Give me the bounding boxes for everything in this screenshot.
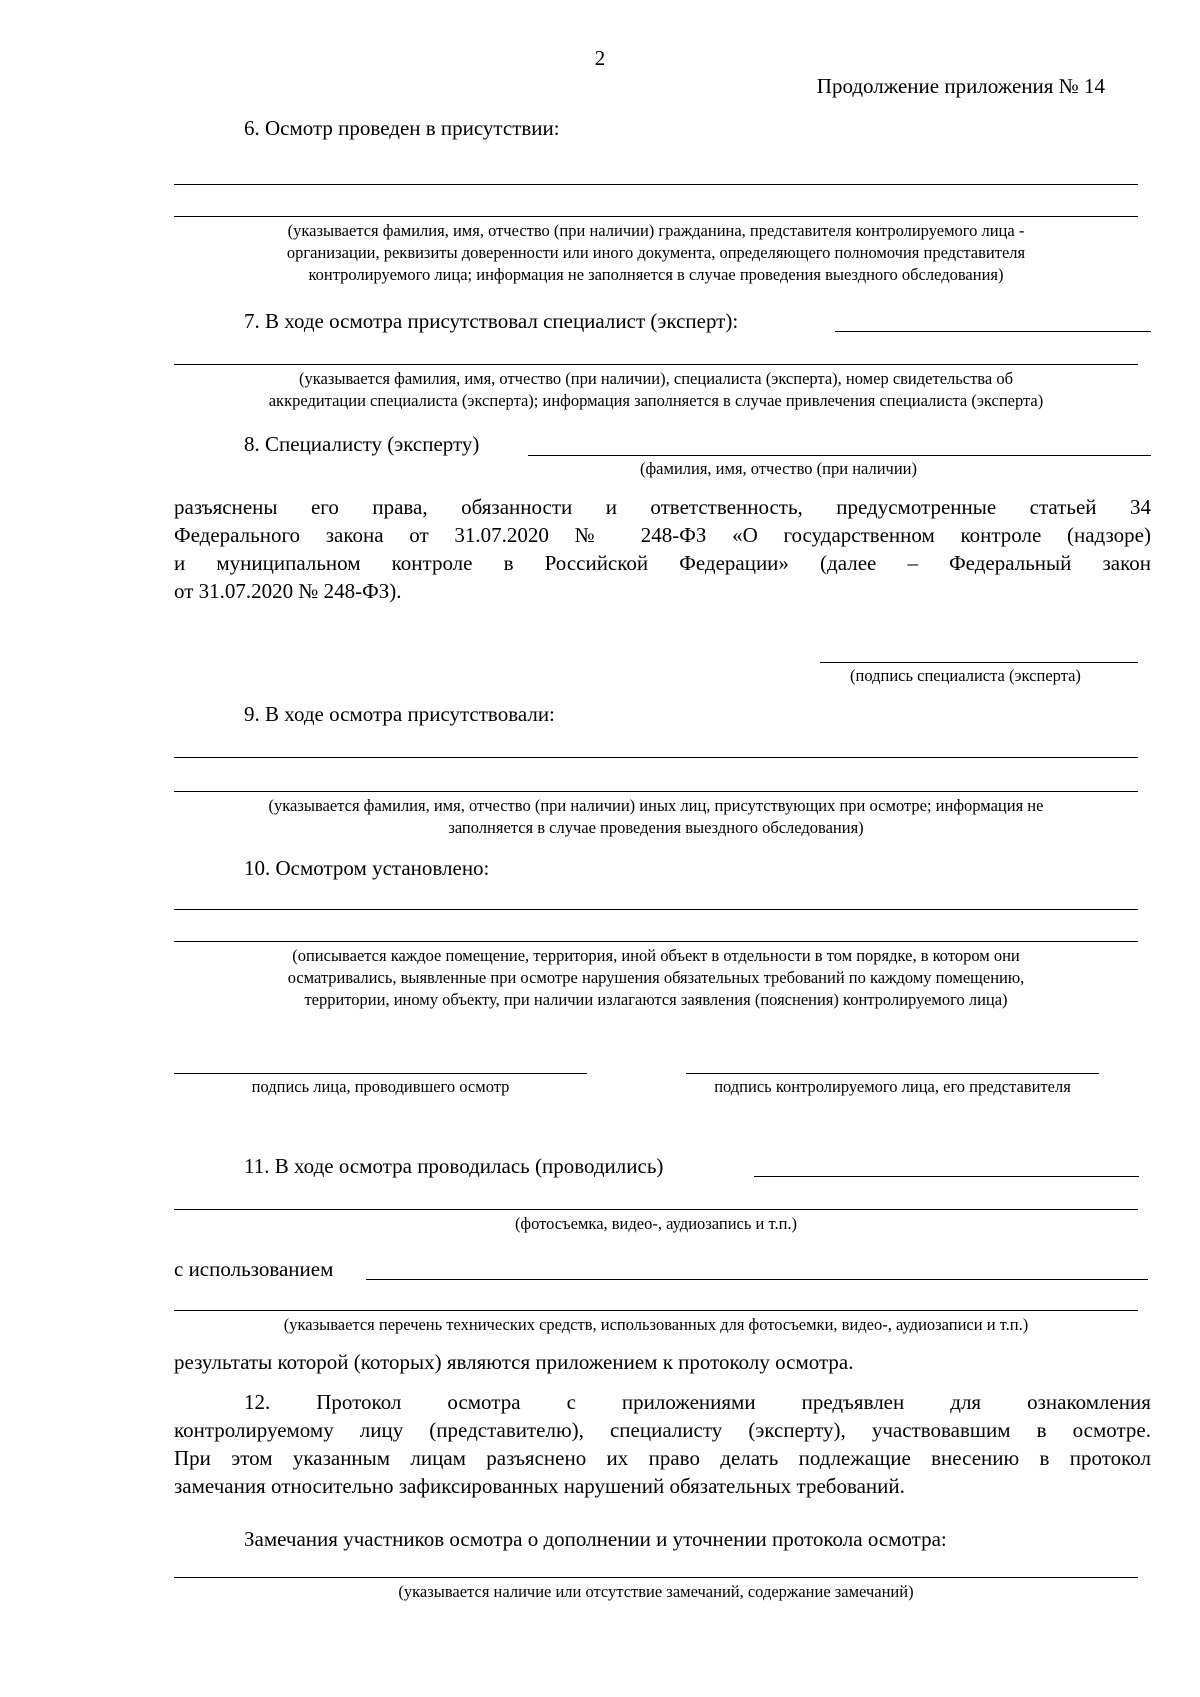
section-8-signature-hint: (подпись специалиста (эксперта) bbox=[850, 666, 1081, 685]
fill-line[interactable] bbox=[174, 757, 1138, 758]
section-7-label: 7. В ходе осмотра присутствовал специалист (эксперт): bbox=[244, 309, 739, 333]
signature-line[interactable] bbox=[820, 662, 1138, 663]
remarks-hint: (указывается наличие или отсутствие замечаний, содержание замечаний) bbox=[398, 1582, 914, 1601]
section-11-hint-2: (указывается перечень технических средств, использованных для фотосъемки, видео-, аудиозаписи и т.п.) bbox=[283, 1315, 1029, 1334]
section-9-label: 9. В ходе осмотра присутствовали: bbox=[244, 702, 555, 726]
appendix-header: Продолжение приложения № 14 bbox=[816, 74, 1105, 98]
section-6-hint: (указывается фамилия, имя, отчество (при наличии) гражданина, представителя контролируемого лица - организации, реквизиты доверенности или иного документа, определяющего полномочия представителя контролируемого лица; информация не заполняется в случае проведения выездного обследования) bbox=[286, 221, 1026, 284]
section-8-label: 8. Специалисту (эксперту) bbox=[244, 432, 480, 456]
section-6-label: 6. Осмотр проведен в присутствии: bbox=[244, 116, 560, 140]
section-10-label: 10. Осмотром установлено: bbox=[244, 856, 490, 880]
sign-left-label: подпись лица, проводившего осмотр bbox=[251, 1077, 510, 1096]
section-8-hint: (фамилия, имя, отчество (при наличии) bbox=[640, 459, 918, 478]
fill-line[interactable] bbox=[174, 184, 1138, 185]
fill-line[interactable] bbox=[174, 1577, 1138, 1578]
fill-line[interactable] bbox=[174, 909, 1138, 910]
section-11-result: результаты которой (которых) являются приложением к протоколу осмотра. bbox=[174, 1350, 854, 1374]
page-number: 2 bbox=[594, 46, 606, 70]
section-12-body: контролируемому лицу (представителю), специалисту (эксперту), участвовавшим в осмотре. При этом указанным лицам разъяснено их право делать подлежащие внесению в протокол замечания относительно зафиксированных нарушений обязательных требований. bbox=[174, 1418, 1151, 1498]
fill-line[interactable] bbox=[174, 1209, 1138, 1210]
fill-line[interactable] bbox=[174, 364, 1138, 365]
fill-line[interactable] bbox=[174, 1310, 1138, 1311]
section-10-hint: (описывается каждое помещение, территория, иной объект в отдельности в том порядке, в котором они осматривались, выявленные при осмотре нарушения обязательных требований по каждому помещению, территории, иному объекту, при наличии излагаются заявления (пояснения) контролируемого лица) bbox=[287, 946, 1025, 1009]
section-12-first-line: 12. Протокол осмотра с приложениями предъявлен для ознакомления bbox=[244, 1390, 1151, 1414]
fill-line[interactable] bbox=[366, 1279, 1148, 1280]
fill-line[interactable] bbox=[174, 216, 1138, 217]
section-11-hint-1: (фотосъемка, видео-, аудиозапись и т.п.) bbox=[514, 1214, 798, 1233]
fill-line[interactable] bbox=[528, 455, 1151, 456]
section-9-hint: (указывается фамилия, имя, отчество (при наличии) иных лиц, присутствующих при осмотре; информация не заполняется в случае проведения выездного обследования) bbox=[268, 796, 1044, 837]
sign-right-label: подпись контролируемого лица, его представителя bbox=[714, 1077, 1071, 1096]
section-8-body: разъяснены его права, обязанности и ответственность, предусмотренные статьей 34 Федерального закона от 31.07.2020 № 248-ФЗ «О государственном контроле (надзоре) и муниципальном контроле в Российской Федерации» (далее – Федеральный закон от 31.07.2020 № 248-ФЗ). bbox=[174, 495, 1151, 603]
fill-line[interactable] bbox=[835, 331, 1151, 332]
section-11-label: 11. В ходе осмотра проводилась (проводились) bbox=[244, 1154, 664, 1178]
using-label: с использованием bbox=[174, 1257, 334, 1281]
remarks-label: Замечания участников осмотра о дополнении и уточнении протокола осмотра: bbox=[244, 1527, 947, 1551]
fill-line[interactable] bbox=[174, 941, 1138, 942]
section-7-hint: (указывается фамилия, имя, отчество (при наличии), специалиста (эксперта), номер свидетельства об аккредитации специалиста (эксперта); информация заполняется в случае привлечения специалиста (эксперта) bbox=[268, 369, 1044, 410]
fill-line[interactable] bbox=[754, 1176, 1139, 1177]
signature-line[interactable] bbox=[174, 1073, 587, 1074]
fill-line[interactable] bbox=[174, 791, 1138, 792]
signature-line[interactable] bbox=[686, 1073, 1099, 1074]
